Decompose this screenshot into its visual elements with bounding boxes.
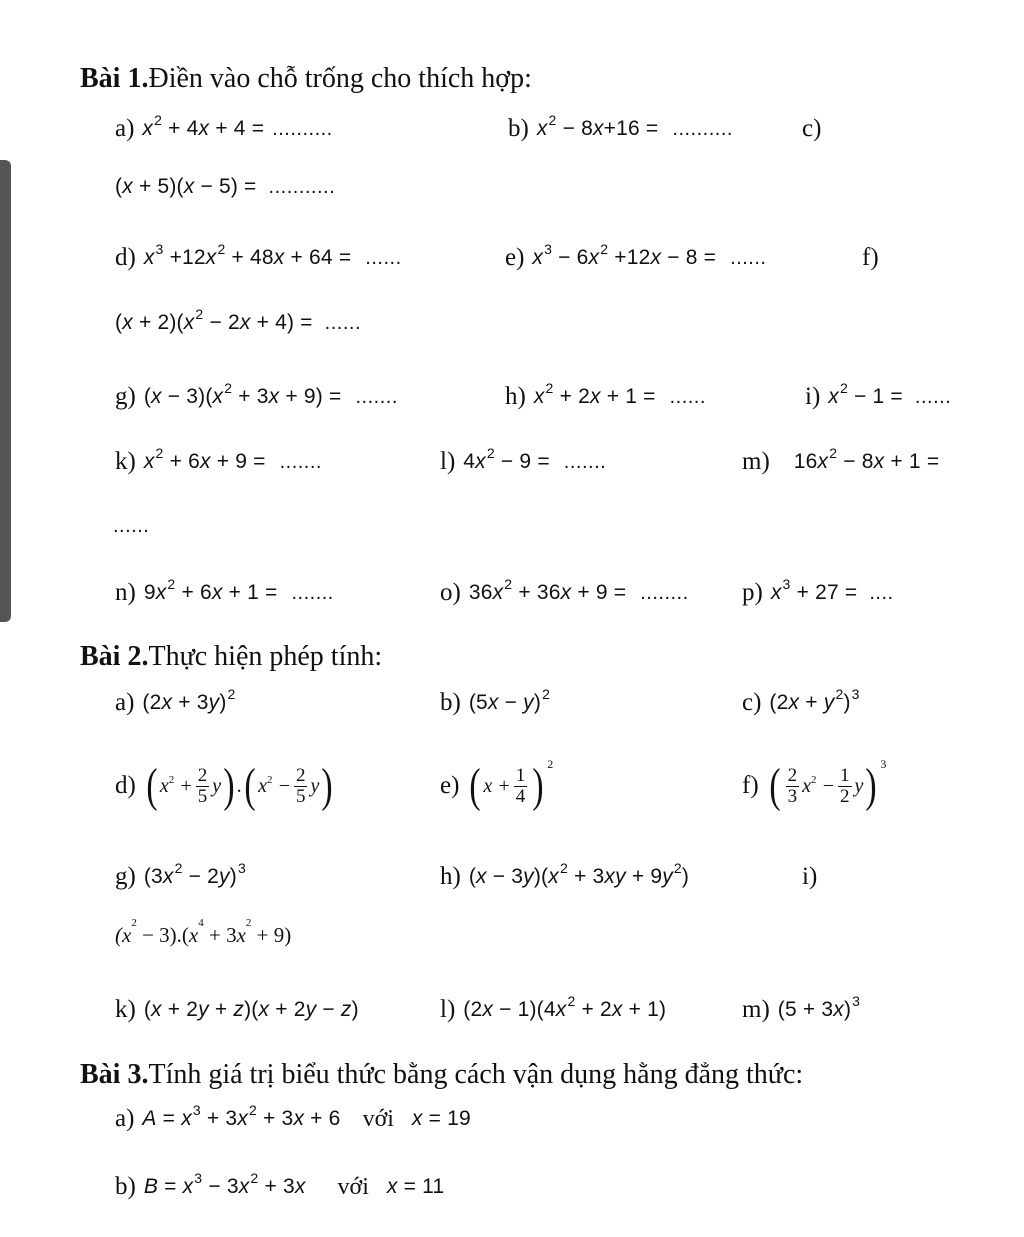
b3-condition-a: x = 19 [411,1107,471,1130]
b1-item-i [805,380,952,411]
b2-formula-m: $(5 + 3x)^3$ [777,993,861,1021]
b1-formula-e: $x^3 - 6x^2 +12x - 8$ = [532,241,717,269]
b3-with-b: với [337,1173,369,1200]
b2-item-k [115,996,359,1024]
b1-label-l: l) [440,448,456,475]
b1-item-n [115,576,334,607]
b1-formula-h: $x^2 + 2x + 1$ = [533,380,656,408]
b2-label-d: d) [115,772,136,799]
b2-item-l [440,993,667,1024]
b1-label-n: n) [115,579,136,606]
b1-label-g: g) [115,383,136,410]
b2-formula-e: ( x + $\frac{1}{4}$ ) 2 [469,756,554,812]
b1-formula-k: $x^2 + 6x + 9$ = [143,445,266,473]
b1-formula-a: $x^2 + 4x + 4$ = [142,112,265,140]
b2-item-f [742,756,887,812]
b1-blank-l: ....... [563,450,607,473]
b1-item-f [115,306,361,335]
b2-formula-f: ( $\frac{2}{3}$ x 2 − $\frac{1}{2}$ y ) 3 [769,756,887,812]
b1-label-d: d) [115,244,136,271]
b1-formula-p: $x^3 + 27$ = [770,576,858,604]
b3-item-b [115,1170,445,1201]
b2-formula-i: $(x^2 - 3).(x^4 + 3x^2 + 9)$ [115,917,292,947]
b2-formula-d: ( x 2 + $\frac{2}{5}$ y ) . ( x 2 − $\frac{2}{5}$ y ) [146,759,333,812]
b3-label-b: b) [115,1173,136,1200]
b1-formula-m: $16x^2 - 8x + 1$ = [793,445,940,473]
b2-item-d [115,759,335,812]
b1-blank-p: .... [869,581,894,604]
b1-formula-f: $(x + 2)(x^2 - 2x + 4)$ = [115,306,313,334]
b1-item-c-label [802,115,829,143]
b2-item-b [440,686,551,717]
b2-label-i: i) [802,863,818,890]
b2-label-c: c) [742,689,762,716]
b2-label-g: g) [115,863,136,890]
b2-title-text: Thực hiện phép tính: [148,641,383,672]
b1-label-i: i) [805,383,821,410]
b2-label-b: b) [440,689,461,716]
b1-blank-k: ....... [279,450,322,473]
b2-item-i [115,917,292,948]
b2-title-bold: Bài 2. [80,641,149,672]
b1-label-f: f) [862,244,879,271]
b2-label-l: l) [440,996,456,1023]
b3-condition-b: x = 11 [386,1175,445,1198]
b1-heading [80,63,532,95]
b3-item-a [115,1102,471,1133]
b3-with-a: với [362,1105,394,1132]
b2-label-f: f) [742,772,759,799]
b1-label-a: a) [115,115,135,142]
b1-item-o [440,576,689,607]
b1-blank-m: ...... [113,515,150,537]
b2-formula-h: $(x - 3y)(x^2 + 3xy + 9y^2)$ [468,860,690,888]
b2-item-a [115,686,236,717]
b1-label-h: h) [505,383,526,410]
b1-label-e: e) [505,244,525,271]
b2-label-e: e) [440,772,460,799]
b1-label-p: p) [742,579,763,606]
b2-formula-a: $(2x + 3y)^2$ [142,686,236,714]
b1-item-h [505,380,706,411]
b1-item-m-blank [113,515,149,538]
b1-label-b: b) [508,115,529,142]
b1-item-c [115,175,335,199]
b1-item-l [440,445,607,476]
b2-label-m: m) [742,996,770,1023]
b1-title-bold: Bài 1. [80,63,149,94]
b1-label-m: m) [742,448,770,475]
b3-heading [80,1059,803,1091]
b1-item-g [115,380,398,411]
b3-formula-a: $A = x^3 + 3x^2 + 3x + 6$ [142,1102,341,1130]
b1-blank-b: .......... [672,117,733,140]
b2-formula-b: $(5x - y)^2$ [468,686,551,714]
b2-item-m [742,993,861,1024]
b1-formula-b: $x^2 - 8x+16$ = [536,112,659,140]
b2-item-g [115,860,246,891]
b1-item-f-label [862,244,887,272]
b2-item-i-label [802,863,825,891]
b1-formula-d: $x^3 +12x^2 + 48x + 64$ = [143,241,352,269]
b1-label-c: c) [802,115,822,142]
b1-item-m [742,445,940,476]
b2-item-h [440,860,690,891]
b2-label-a: a) [115,689,135,716]
b2-formula-c: $(2x + y^2)^3$ [769,686,860,714]
b2-formula-l: $(2x - 1)(4x^2 + 2x + 1)$ [463,993,667,1021]
b3-title-text: Tính giá trị biểu thức bằng cách vận dụng hằng đẳng thức: [148,1059,804,1090]
b1-formula-l: $4x^2 - 9$ = [463,445,550,473]
b1-blank-n: ....... [291,581,334,604]
b1-formula-i: $x^2 - 1$ = [828,380,903,408]
b1-item-b [508,112,733,143]
b1-label-o: o) [440,579,461,606]
b1-formula-g: $(x - 3)(x^2 + 3x + 9)$ = [143,380,342,408]
b2-item-e [440,756,554,812]
b1-formula-c: (x + 5)(x − 5) = [115,175,257,198]
b1-formula-o: $36x^2 + 36x + 9$ = [468,576,627,604]
b2-formula-g: $(3x^2 - 2y)^3$ [143,860,246,888]
b1-blank-h: ...... [669,385,706,408]
b3-label-a: a) [115,1105,135,1132]
b1-title-text: Điền vào chỗ trống cho thích hợp: [148,63,532,94]
b1-blank-i: ...... [914,385,952,408]
b1-item-e [505,241,767,272]
b1-blank-g: ....... [355,385,398,408]
b2-item-c [742,686,860,717]
b1-item-k [115,445,322,476]
b1-formula-n: $9x^2 + 6x + 1$ = [143,576,278,604]
b2-heading [80,641,382,673]
b3-formula-b: $B = x^3 - 3x^2 + 3x$ [143,1170,306,1198]
b1-label-k: k) [115,448,136,475]
b3-title-bold: Bài 3. [80,1059,149,1090]
b1-blank-c: ........... [268,175,336,198]
b1-item-p [742,576,894,607]
b1-blank-e: ...... [730,246,767,269]
b1-blank-f: ...... [324,311,361,334]
b1-item-d [115,241,402,272]
b2-label-k: k) [115,996,136,1023]
b1-blank-o: ........ [640,581,689,604]
b1-blank-d: ...... [365,246,402,269]
b1-item-a [115,112,333,143]
b2-label-h: h) [440,863,461,890]
b2-formula-k: (x + 2y + z)(x + 2y − z) [143,998,359,1021]
b1-blank-a: .......... [272,117,333,140]
